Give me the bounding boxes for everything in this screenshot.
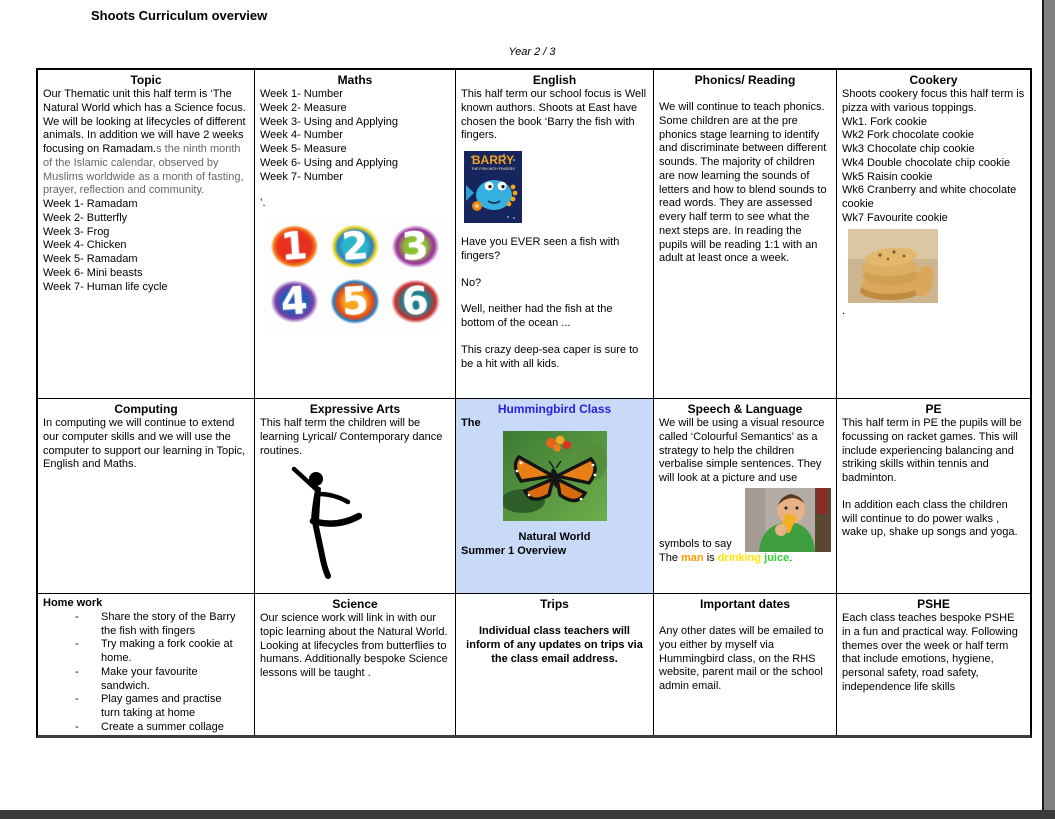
cell-computing [38,399,255,594]
cell-maths [255,70,456,399]
hummingbird-summer-overview-label: Summer 1 Overview [461,544,567,557]
svg-text:BARRY: BARRY [471,153,515,167]
cookery-intro: Shoots cookery focus this half term is pizza with various toppings. [842,88,1025,114]
colourful-sentence: The man is drinking juice. [659,551,793,564]
hummingbird-class-title: Hummingbird Class [497,402,612,416]
expressive-arts-body: This half term the children will be learning Lyrical/ Contemporary dance routines. [260,417,443,457]
pshe-title: PSHE [917,597,950,611]
english-intro: This half term our school focus is Well known authors. Shoots at East have chosen the book ‘Barry the fish with fingers. [461,88,647,142]
english-q4: This crazy deep-sea caper is sure to be a hit with all kids. [461,343,639,370]
english-q1: Have you EVER seen a fish with fingers? [461,236,620,262]
cell-hummingbird-class [456,399,654,594]
trips-body: Individual class teachers will inform of any updates on trips via the class email address. [466,625,643,665]
important-dates-body: Any other dates will be emailed to you either by myself via Hummingbird class, on the RHS website, parent mail or the school admin email. [659,625,824,692]
speech-photo-row [659,488,831,552]
cookies-photo-image [848,229,938,303]
barry-book-cover-image [464,151,522,223]
hummingbird-natural-world-label: Natural World [518,530,591,543]
speech-title: Speech & Language [687,402,803,416]
phonics-title: Phonics/ Reading [694,73,796,87]
topic-title: Topic [130,73,162,87]
english-q2: No? [461,276,482,289]
cell-topic [38,70,255,399]
year-label: Year 2 / 3 [508,46,556,58]
maths-title: Maths [337,73,373,87]
pe-title: PE [925,402,942,416]
maths-week-list: Week 1- Number Week 2- Measure Week 3- Using and Applying Week 4- Number Week 5- Measure Week 6- Using and Applying Week 7- Number [260,88,398,183]
english-title: English [532,73,577,87]
pe-p1: This half term in PE the pupils will be focussing on racket games. This will include experiencing balancing and striking skills within tennis and badminton. [842,417,1022,484]
homework-list: - Share the story of the Barry the fish with fingers - Try making a fork cookie at home. - Make your favourite sandwich. - Play games and practise turn taking at home - Create a summer collage [75,610,236,733]
science-body: Our science work will link in with our topic learning about the Natural World. Looking at lifecycles from butterflies to humans. Additionally bespoke Science lessons will be taught . [260,612,448,679]
expressive-arts-title: Expressive Arts [309,402,401,416]
painted-numbers-image: 1 2 3 4 5 6 [264,219,446,329]
homework-title: Home work [43,597,103,609]
pe-p2: In addition each class the children will continue to do power walks , wake up, shake up songs and yoga. [842,498,1018,539]
science-title: Science [332,597,378,611]
speech-body: We will be using a visual resource called ‘Colourful Semantics’ as a strategy to help the children verbalise simple sentences. They will look at a picture and use [659,417,825,484]
cookery-stray-text: . [842,304,846,317]
hummingbird-the-label: The [461,417,481,429]
cell-homework [38,594,255,735]
cell-pshe [837,594,1030,735]
trips-title: Trips [540,597,569,611]
maths-stray-text: ’. [260,197,266,210]
page-title: Shoots Curriculum overview [91,8,268,23]
cookery-week-list: Wk1. Fork cookie Wk2 Fork chocolate cookie Wk3 Chocolate chip cookie Wk4 Double chocolate chip cookie Wk5 Raisin cookie Wk6 Cranberry and white chocolate cookie Wk7 Favourite cookie [842,115,1017,224]
cell-phonics [654,70,837,399]
phonics-body: We will continue to teach phonics. Some children are at the pre phonics stage learning to identify and discriminate between different sounds. The majority of children are now learning the sounds of letters and how to blend sounds to read words. They are assessed every half term to see what the next steps are. In reading the pupils will be reading 1:1 with an adult at least once a week. [659,101,827,265]
dancer-silhouette-image [282,464,362,584]
topic-intro: Our Thematic unit this half term is ‘The Natural World which has a Science focus. We will be looking at lifecycles of different animals. In addition we will have 2 weeks focusing on Ramadam.s the ninth month of the Islamic calendar, observed by Muslims worldwide as a month of fasting, prayer, reflection and community. [43,88,246,197]
important-dates-title: Important dates [699,597,790,611]
english-q3: Well, neither had the fish at the bottom of the ocean ... [461,303,613,329]
cell-trips [456,594,654,735]
computing-body: In computing we will continue to extend our computer skills and we will use the computer to support our learning in Topic, English and Maths. [43,417,246,471]
cookery-title: Cookery [909,73,958,87]
butterfly-photo-image [503,431,607,521]
computing-title: Computing [114,402,178,416]
viewer-right-edge [1042,0,1055,810]
curriculum-table [36,68,1032,738]
cell-science [255,594,456,735]
man-drinking-juice-photo-image [745,488,831,552]
cell-english [456,70,654,399]
cell-expressive-arts [255,399,456,594]
topic-week-list: Week 1- Ramadam Week 2- Butterfly Week 3- Frog Week 4- Chicken Week 5- Ramadam Week 6- Mini beasts Week 7- Human life cycle [43,198,168,293]
cell-important-dates [654,594,837,735]
cell-cookery [837,70,1030,399]
pshe-body: Each class teaches bespoke PSHE in a fun and practical way. Following themes over the week or half term that include emotions, hygiene, personal safety, road safety, independence life skills [842,612,1018,693]
cell-speech-language [654,399,837,594]
speech-symbols-label: symbols to say [659,538,732,550]
cell-pe [837,399,1030,594]
viewer-bottom-bar [0,810,1055,819]
svg-text:THE FISH WITH FINGERS: THE FISH WITH FINGERS [471,167,515,171]
